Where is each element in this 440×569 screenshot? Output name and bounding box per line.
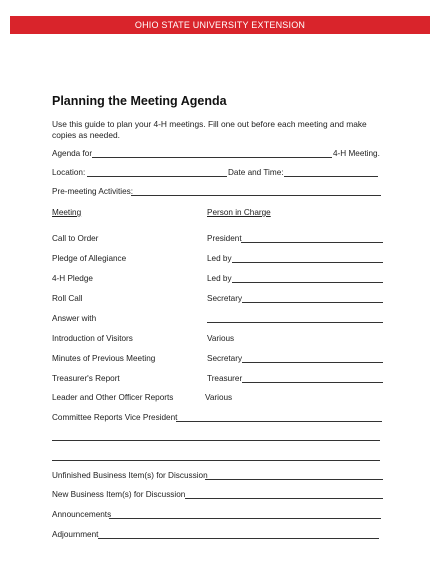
various-label-1: Various xyxy=(207,334,235,343)
secretary-label-2: Secretary xyxy=(207,354,243,363)
location-label: Location: xyxy=(52,168,86,177)
adjournment-label: Adjournment xyxy=(52,530,99,539)
treasurer-label: Treasurer xyxy=(207,374,243,383)
committee-reports-line[interactable] xyxy=(176,421,382,422)
answer-with-line[interactable] xyxy=(207,322,383,323)
new-business-line[interactable] xyxy=(185,498,383,499)
treasurer-line[interactable] xyxy=(242,382,383,383)
led-by-line-1[interactable] xyxy=(232,262,383,263)
agenda-for-label: Agenda for xyxy=(52,149,93,158)
announcements-label: Announcements xyxy=(52,510,112,519)
date-time-label: Date and Time: xyxy=(228,168,284,177)
secretary-line-1[interactable] xyxy=(242,302,383,303)
intro-visitors-label: Introduction of Visitors xyxy=(52,334,133,343)
fourh-pledge-label: 4-H Pledge xyxy=(52,274,93,283)
committee-extra-line-2[interactable] xyxy=(52,460,380,461)
treasurer-report-label: Treasurer's Report xyxy=(52,374,120,383)
committee-extra-line-1[interactable] xyxy=(52,440,380,441)
announcements-line[interactable] xyxy=(109,518,381,519)
call-to-order-label: Call to Order xyxy=(52,234,99,243)
pre-meeting-line[interactable] xyxy=(131,195,381,196)
meeting-suffix-label: 4-H Meeting. xyxy=(333,149,380,158)
new-business-label: New Business Item(s) for Discussion xyxy=(52,490,186,499)
answer-with-label: Answer with xyxy=(52,314,97,323)
unfinished-business-label: Unfinished Business Item(s) for Discussion xyxy=(52,471,208,480)
leader-reports-label: Leader and Other Officer Reports xyxy=(52,393,174,402)
led-by-line-2[interactable] xyxy=(232,282,383,283)
president-line[interactable] xyxy=(241,242,383,243)
roll-call-label: Roll Call xyxy=(52,294,83,303)
president-label: President xyxy=(207,234,242,243)
secretary-line-2[interactable] xyxy=(242,362,383,363)
secretary-label-1: Secretary xyxy=(207,294,243,303)
unfinished-business-line[interactable] xyxy=(205,479,383,480)
led-by-label-2: Led by xyxy=(207,274,232,283)
meeting-column-header: Meeting xyxy=(52,208,82,217)
various-label-2: Various xyxy=(205,393,233,402)
location-line[interactable] xyxy=(87,176,227,177)
adjournment-line[interactable] xyxy=(98,538,379,539)
extension-banner: OHIO STATE UNIVERSITY EXTENSION xyxy=(10,16,430,34)
committee-reports-label: Committee Reports Vice President xyxy=(52,413,178,422)
date-time-line[interactable] xyxy=(284,176,378,177)
agenda-for-line[interactable] xyxy=(92,157,332,158)
pre-meeting-label: Pre-meeting Activities: xyxy=(52,187,133,196)
intro-text: Use this guide to plan your 4-H meetings. Fill one out before each meeting and make copies as needed. xyxy=(52,119,367,140)
person-column-header: Person in Charge xyxy=(207,208,271,217)
page-title: Planning the Meeting Agenda xyxy=(52,94,227,108)
minutes-label: Minutes of Previous Meeting xyxy=(52,354,156,363)
pledge-allegiance-label: Pledge of Allegiance xyxy=(52,254,127,263)
led-by-label-1: Led by xyxy=(207,254,232,263)
